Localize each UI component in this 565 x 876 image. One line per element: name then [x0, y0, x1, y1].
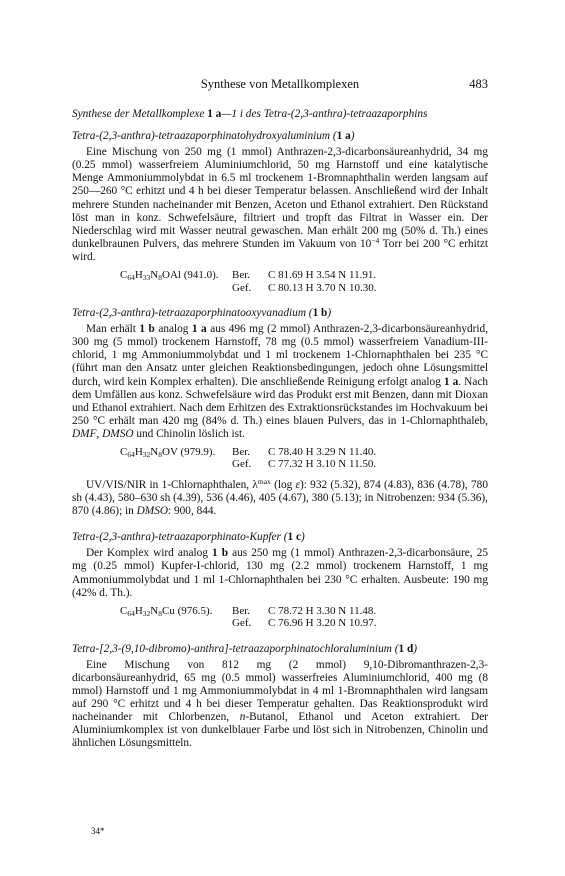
elemental-analysis-1a — [120, 269, 488, 294]
calc-values-1c: C 78.72 H 3.30 N 11.48. — [268, 604, 377, 617]
formula-1c: $C_{64}H_{32}N_8Cu$ (976.5). — [120, 604, 213, 618]
spectrum-1b: UV/VIS/NIR in 1-Chlornaphthalen, $\lambda^{max}$ (log ε): 932 (5.32), 874 (4.83), 836 (4.78), 780 sh (4.43), 580–630 sh (4.39), 536 (4.46), 405 (4.67), 380 (5.13); in Nitrobenzen: 934 (5.36), 870 (4.86); in DMSO: 900, 844. — [72, 476, 488, 518]
article-body — [72, 105, 488, 750]
elemental-analysis-1b — [120, 446, 488, 471]
calc-values-1a: C 81.69 H 3.54 N 11.91. — [268, 269, 377, 282]
calc-label-1c: Ber. — [232, 604, 251, 617]
calc-values-1b: C 78.40 H 3.29 N 11.40. — [268, 445, 377, 458]
calc-label-1b: Ber. — [232, 445, 251, 458]
procedure-1b: Man erhält 1 b analog 1 a aus 496 mg (2 mmol) Anthrazen-2,3-dicarbonsäureanhydrid, 300 mg (5 mmol) trockenem Harnstoff, 78 mg (0.5 mmol) wasserfreiem Vanadium-III-chlorid, 1 mg Ammoniummolybdat und 1 ml trockenem 1-Chlornaphthalen bei 235 °C (führt man den Ansatz unter gleichen Reaktionsbedingungen, jedoch ohne Lösungsmittel durch, wird kein Komplex erhalten). Die anschließende Reinigung erfolgt analog 1 a. Nach dem Umfällen aus konz. Schwefelsäure wird das Produkt erst mit Benzen, dann mit Dioxan und Ethanol extrahiert. Nach dem Erhitzen des Extraktionsrückstandes im Hochvakuum bei 250 °C erhält man 420 mg (84% d. Th.) eines blauen Pulvers, das in 1-Chlornaphthaleb, DMF, DMSO und Chinolin löslich ist. — [72, 323, 489, 440]
running-title: Synthese von Metallkomplexen — [200, 77, 360, 91]
page-number: 483 — [469, 77, 488, 91]
procedure-1a: Eine Mischung von 250 mg (1 mmol) Anthrazen-2,3-dicarbonsäureanhydrid, 34 mg (0.25 mmol) wasserfreiem Aluminiumchlorid, 50 mg Harnstoff und eine katalytische Menge Ammoniummolybdat in 6.5 ml trockenem 1-Bromnaphthalin werden langsam auf 250—260 °C erhitzt und 4 h bei dieser Temperatur belassen. Anschließend wird der Inhalt mehrere Stunden nacheinander mit Benzen, Aceton und Ethanol extrahiert. Den Rückstand löst man in konz. Schwefelsäure, filtriert und tropft das Filtrat in Wasser ein. Der Niederschlag wird mit Wasser neutral gewaschen. Man erhält 200 mg (50% d. Th.) eines dunkelbraunen Pulvers, das mehrere Stunden im Vakuum von $10^{-4}$ Torr bei 200 °C erhitzt wird. — [72, 146, 488, 263]
elemental-analysis-1c — [120, 605, 488, 630]
compound-heading-1d: Tetra-[2,3-(9,10-dibromo)-anthra]-tetraazaporphinatochloraluminium (1 d) — [72, 642, 417, 655]
procedure-1d: Eine Mischung von 812 mg (2 mmol) 9,10-Dibromanthrazen-2,3-dicarbonsäureanhydrid, 65 mg (0.5 mmol) wasserfreies Aluminiumchlorid, 400 mg (8 mmol) Harnstoff und 1 mg Ammoniummolybdat in 4 ml 1-Bromnaphthalen wird langsam auf 290 °C erhitzt und 4 h bei dieser Temperatur gehalten. Das Reaktionsprodukt wird nacheinander mit Chlorbenzen, n-Butanol, Ethanol und Aceton extrahiert. Der Aluminiumkomplex ist von dunkelblauer Farbe und löst sich in Nitrobenzen, Chinolin und ähnlichen Lösungsmitteln. — [72, 658, 488, 750]
found-values-1a: C 80.13 H 3.70 N 10.30. — [268, 281, 377, 294]
formula-1a: $C_{64}H_{33}N_8OAl$ (941.0). — [120, 269, 219, 283]
running-header — [72, 77, 488, 93]
calc-label-1a: Ber. — [232, 269, 251, 282]
compound-heading-1c: Tetra-(2,3-anthra)-tetraazaporphinato-Kupfer (1 c) — [72, 531, 305, 544]
section-title: Synthese der Metallkomplexe 1 a—1 i des Tetra-(2,3-anthra)-tetraazaporphins — [72, 108, 428, 120]
procedure-1c: Der Komplex wird analog 1 b aus 250 mg (1 mmol) Anthrazen-2,3-dicarbonsäure, 25 mg (0.25 mmol) Kupfer-I-chlorid, 130 mg (2.2 mmol) trockenem Harnstoff, 1 mg Ammoniummolybdat und 1 ml 1-Chlornaphthalen bei 230 °C erhalten. Ausbeute: 190 mg (42% d. Th.). — [72, 547, 488, 599]
found-values-1c: C 76.96 H 3.20 N 10.97. — [268, 617, 377, 630]
found-label-1c: Gef. — [232, 617, 252, 630]
compound-heading-1a: Tetra-(2,3-anthra)-tetraazaporphinatohydroxyaluminium (1 a) — [72, 130, 355, 143]
found-label-1b: Gef. — [232, 458, 252, 471]
compound-heading-1b: Tetra-(2,3-anthra)-tetraazaporphinatooxyvanadium (1 b) — [72, 307, 332, 320]
found-values-1b: C 77.32 H 3.10 N 11.50. — [268, 458, 377, 471]
found-label-1a: Gef. — [232, 281, 252, 294]
formula-1b: $C_{64}H_{32}N_8OV$ (979.9). — [120, 445, 216, 459]
signature-mark: 34* — [91, 826, 105, 836]
